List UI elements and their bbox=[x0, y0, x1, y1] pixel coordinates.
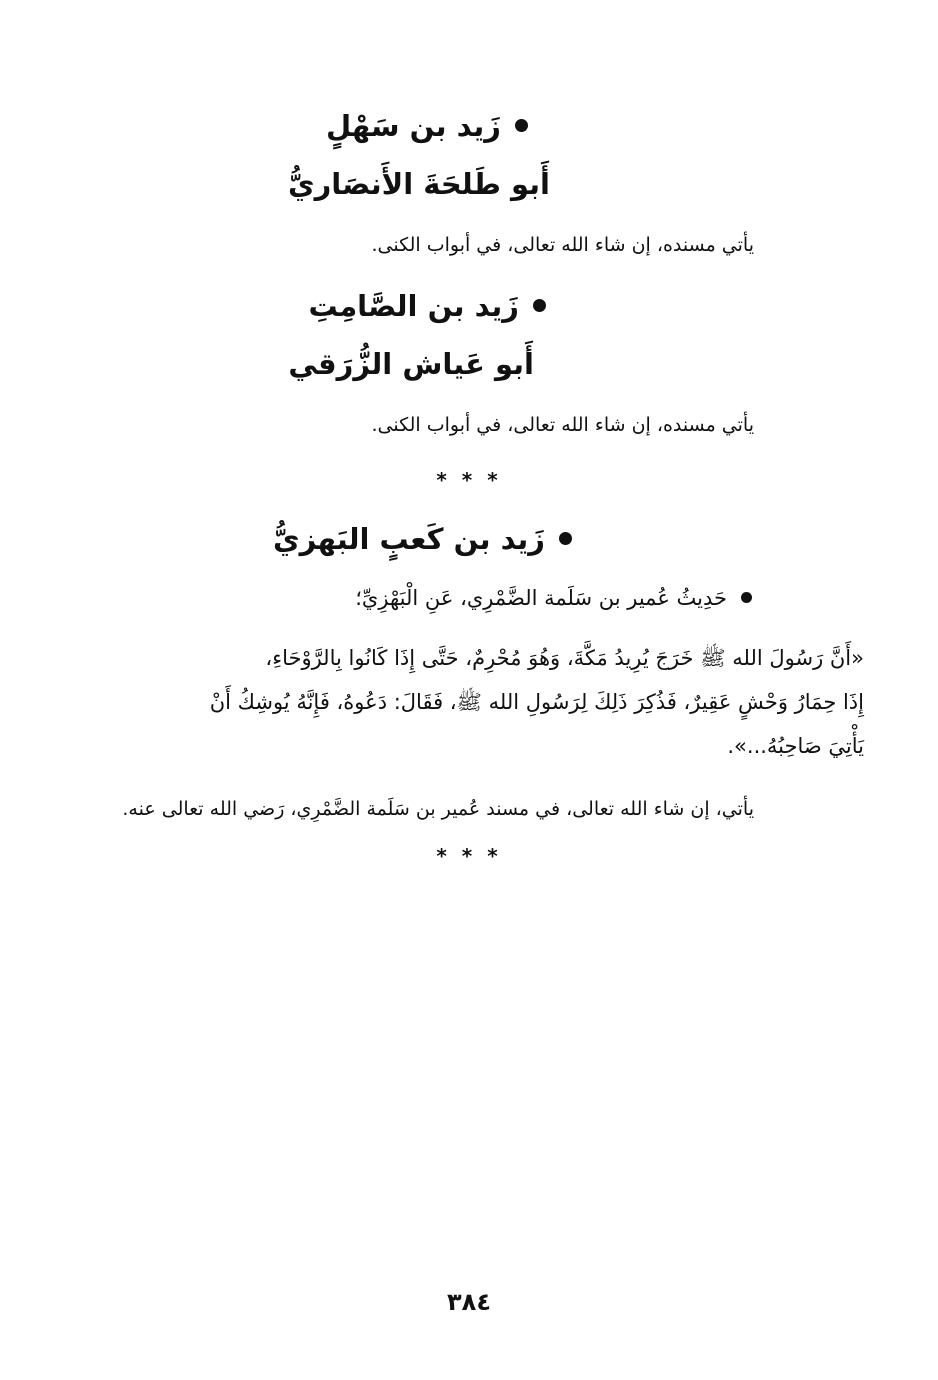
entry-note-text: يأتي مسنده، إن شاء الله تعالى، في أبواب الكنى. bbox=[371, 414, 754, 436]
entry-kunya-heading bbox=[287, 167, 550, 201]
entry-name-heading bbox=[325, 109, 528, 143]
entry-name-text: زَيد بن سَهْلٍ bbox=[325, 109, 501, 143]
bullet-icon bbox=[533, 299, 546, 312]
entry-kunya-text: أَبو عَياش الزُّرَقي bbox=[288, 347, 534, 381]
bullet-icon bbox=[515, 119, 528, 132]
entry-note-text: يأتي مسنده، إن شاء الله تعالى، في أبواب الكنى. bbox=[371, 234, 754, 256]
entry-kunya-text: أَبو طَلحَةَ الأَنصَاريُّ bbox=[287, 167, 550, 201]
entry-name-heading bbox=[308, 289, 546, 323]
quote-line: إِذَا حِمَارُ وَحْشٍ عَقِيرٌ، فَذُكِرَ ذَلِكَ لِرَسُولِ الله ﷺ، فَقَالَ: دَعُوهُ، فَإِنَّهُ يُوشِكُ أَنْ bbox=[209, 690, 864, 714]
quote-line: يَأْتِيَ صَاحِبُهُ...». bbox=[727, 734, 864, 758]
entry-kunya-heading bbox=[288, 347, 534, 381]
quote-line: «أَنَّ رَسُولَ الله ﷺ خَرَجَ يُرِيدُ مَكَّةَ، وَهُوَ مُحْرِمٌ، حَتَّى إِذَا كَانُوا بِالرَّوْحَاءِ، bbox=[265, 646, 864, 670]
entry-name-heading bbox=[273, 522, 572, 556]
entry-note bbox=[372, 236, 755, 255]
section-separator: * * * bbox=[436, 844, 502, 868]
hadith-quote bbox=[74, 636, 864, 768]
entry-name-text: زَيد بن كَعبٍ البَهزيُّ bbox=[273, 522, 545, 556]
hadith-heading bbox=[355, 588, 752, 609]
entry-note bbox=[372, 416, 755, 435]
entry-note-text: يأتي، إن شاء الله تعالى، في مسند عُمير بن سَلَمة الضَّمْرِي، رَضي الله تعالى عنه. bbox=[122, 798, 754, 820]
entry-note bbox=[122, 800, 754, 819]
bullet-icon bbox=[559, 532, 572, 545]
bullet-icon bbox=[741, 592, 752, 603]
section-separator: * * * bbox=[436, 468, 502, 492]
hadith-heading-text: حَدِيثُ عُمير بن سَلَمة الضَّمْرِي، عَنِ الْبَهْزِيِّ؛ bbox=[355, 586, 727, 610]
page-number: ٣٨٤ bbox=[447, 1288, 491, 1316]
entry-name-text: زَيد بن الصَّامِتِ bbox=[308, 289, 519, 323]
